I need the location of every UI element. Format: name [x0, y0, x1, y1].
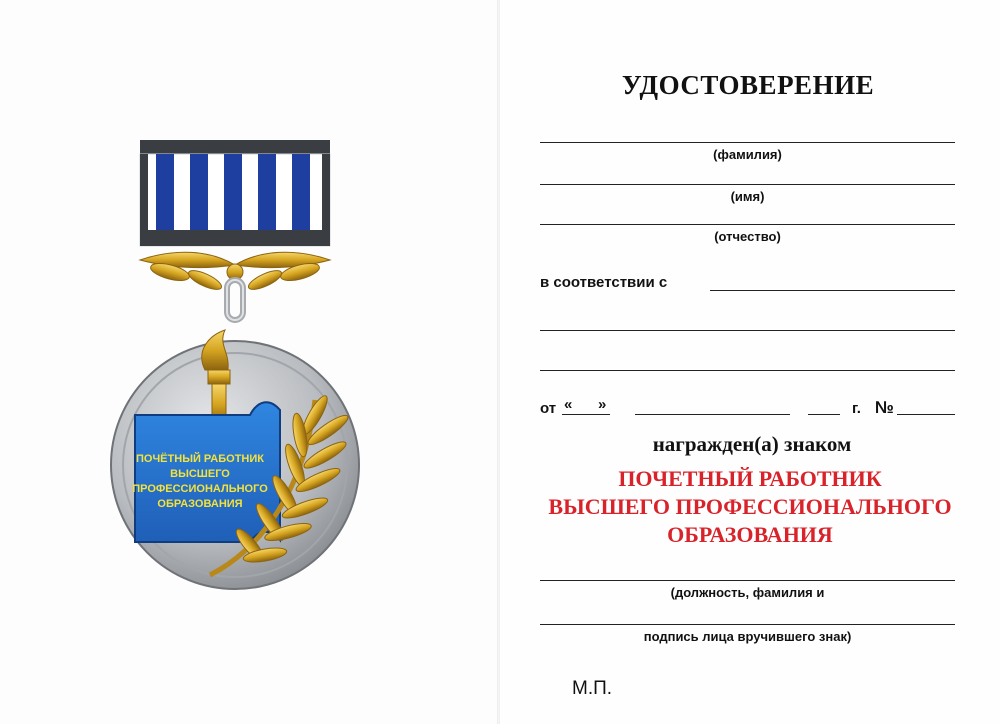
laurel-branch-icon [140, 252, 330, 293]
certificate-title: УДОСТОВЕРЕНИЕ [621, 70, 875, 100]
signer-line-1 [540, 580, 955, 581]
medal-image [100, 130, 400, 610]
patronymic-caption: (отчество) [714, 229, 781, 244]
medal-link [227, 280, 243, 320]
surname-line [540, 142, 955, 143]
signer-caption-1: (должность, фамилия и [670, 585, 825, 600]
day-line [562, 414, 610, 415]
year-label: г. [852, 400, 861, 417]
year-line [808, 414, 840, 415]
awarded-text: награжден(а) знаком [652, 432, 852, 456]
inscription-line-3: ПРОФЕССИОНАЛЬНОГО [132, 483, 268, 495]
name-line [540, 184, 955, 185]
basis-line-2 [540, 330, 955, 331]
basis-line-3 [540, 370, 955, 371]
ribbon [140, 140, 330, 246]
inscription-line-1: ПОЧЁТНЫЙ РАБОТНИК [135, 453, 265, 465]
award-name-line-1: ПОЧЕТНЫЙ РАБОТНИК [618, 466, 882, 491]
basis-label: в соответствии с [540, 274, 668, 291]
month-line [635, 414, 790, 415]
basis-line [710, 290, 955, 291]
signer-line-2 [540, 624, 955, 625]
award-name [500, 465, 1000, 549]
inscription-line-2: ВЫСШЕГО [170, 468, 230, 480]
stamp-place-label: М.П. [572, 678, 613, 699]
left-page [0, 0, 497, 724]
date-from-label: от [540, 400, 557, 417]
date-quote-close: » [598, 396, 607, 413]
award-name-line-3: ОБРАЗОВАНИЯ [667, 522, 833, 547]
signer-caption-2: подпись лица вручившего знак) [643, 629, 852, 644]
number-label: № [875, 398, 894, 417]
name-caption: (имя) [730, 189, 765, 204]
inscription-line-4: ОБРАЗОВАНИЯ [157, 498, 243, 510]
date-quote-open: « [564, 396, 573, 413]
number-line [897, 414, 955, 415]
patronymic-line [540, 224, 955, 225]
award-name-line-2: ВЫСШЕГО ПРОФЕССИОНАЛЬНОГО [548, 494, 952, 519]
surname-caption: (фамилия) [713, 147, 782, 162]
right-page [500, 0, 1000, 724]
